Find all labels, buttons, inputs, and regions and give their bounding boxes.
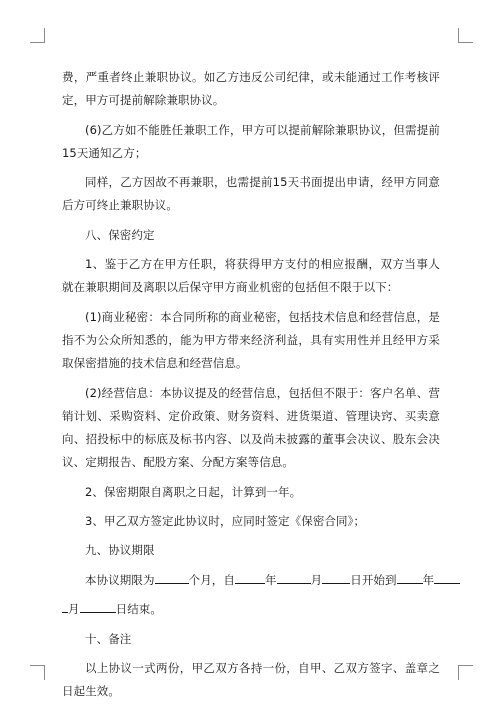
blank-start-month-field[interactable] <box>277 571 311 584</box>
blank-end-year-field[interactable] <box>397 571 423 584</box>
crop-mark-bottom-left <box>30 665 45 680</box>
paragraph-early-termination-by-party-b: 同样，乙方因故不再兼职，也需提前15天书面提出申请，经甲方同意后方可终止兼职协议。 <box>62 175 440 213</box>
paragraph-business-information: (2)经营信息：本协议提及的经营信息，包括但不限于：客户名单、营销计划、采购资料、定价政策、财务资料、进货渠道、管理诀窍、买卖意向、招投标中的标底及标书内容、以及尚未披露的董事会决议、股东会决议、定期报告、配股方案、分配方案等信息。 <box>62 385 440 470</box>
section-heading-confidentiality: 八、保密约定 <box>85 227 155 242</box>
paragraph-confidentiality-scope: 1、鉴于乙方在甲方任职，将获得甲方支付的相应报酬，双方当事人就在兼职期间及离职以后保守甲方商业机密的包括但不限于以下： <box>62 257 440 295</box>
paragraph-term-line-2 <box>62 598 440 621</box>
term-text-month: 月 <box>310 572 323 587</box>
section-heading-remarks: 十、备注 <box>85 631 132 646</box>
crop-mark-top-right <box>458 28 473 43</box>
blank-end-day-field[interactable] <box>80 600 116 613</box>
term-text-year: 年 <box>265 572 277 587</box>
blank-months-field[interactable] <box>155 571 189 584</box>
blank-end-month-field[interactable] <box>434 571 460 584</box>
section-heading-agreement-term: 九、协议期限 <box>85 543 155 558</box>
paragraph-copies-and-effect: 以上协议一式两份，甲乙双方各持一份，自甲、乙双方签字、盖章之日起生效。 <box>62 660 440 699</box>
blank-start-day-field[interactable] <box>322 571 350 584</box>
term-text-end-year: 年 <box>422 572 435 587</box>
term-text-period: 本协议期限为 <box>85 572 155 587</box>
paragraph-term-line-1 <box>62 569 440 592</box>
blank-start-year-field[interactable] <box>235 571 265 584</box>
term-text-end-day: 日结束。 <box>115 602 163 617</box>
document-body <box>62 66 440 710</box>
paragraph-continuation: 费，严重者终止兼职协议。如乙方违反公司纪律，或未能通过工作考核评定，甲方可提前解除兼职协议。 <box>62 70 440 108</box>
paragraph-confidentiality-contract: 3、甲乙双方签定此协议时，应同时签定《保密合同》； <box>85 513 366 528</box>
term-text-day-start-to: 日开始到 <box>350 572 397 587</box>
crop-mark-bottom-right <box>458 665 473 680</box>
crop-mark-top-left <box>30 28 45 43</box>
paragraph-early-termination-by-party-a: (6)乙方如不能胜任兼职工作，甲方可以提前解除兼职协议，但需提前15天通知乙方； <box>62 122 440 160</box>
paragraph-trade-secrets: (1)商业秘密：本合同所称的商业秘密，包括技术信息和经营信息，是指不为公众所知悉的，能为甲方带来经济利益，具有实用性并且经甲方采取保密措施的技术信息和经营信息。 <box>62 309 440 371</box>
paragraph-confidentiality-period: 2、保密期限自离职之日起，计算到一年。 <box>85 484 302 499</box>
term-text-months-from: 个月，自 <box>188 572 236 587</box>
term-text-end-month: 月 <box>68 602 80 617</box>
